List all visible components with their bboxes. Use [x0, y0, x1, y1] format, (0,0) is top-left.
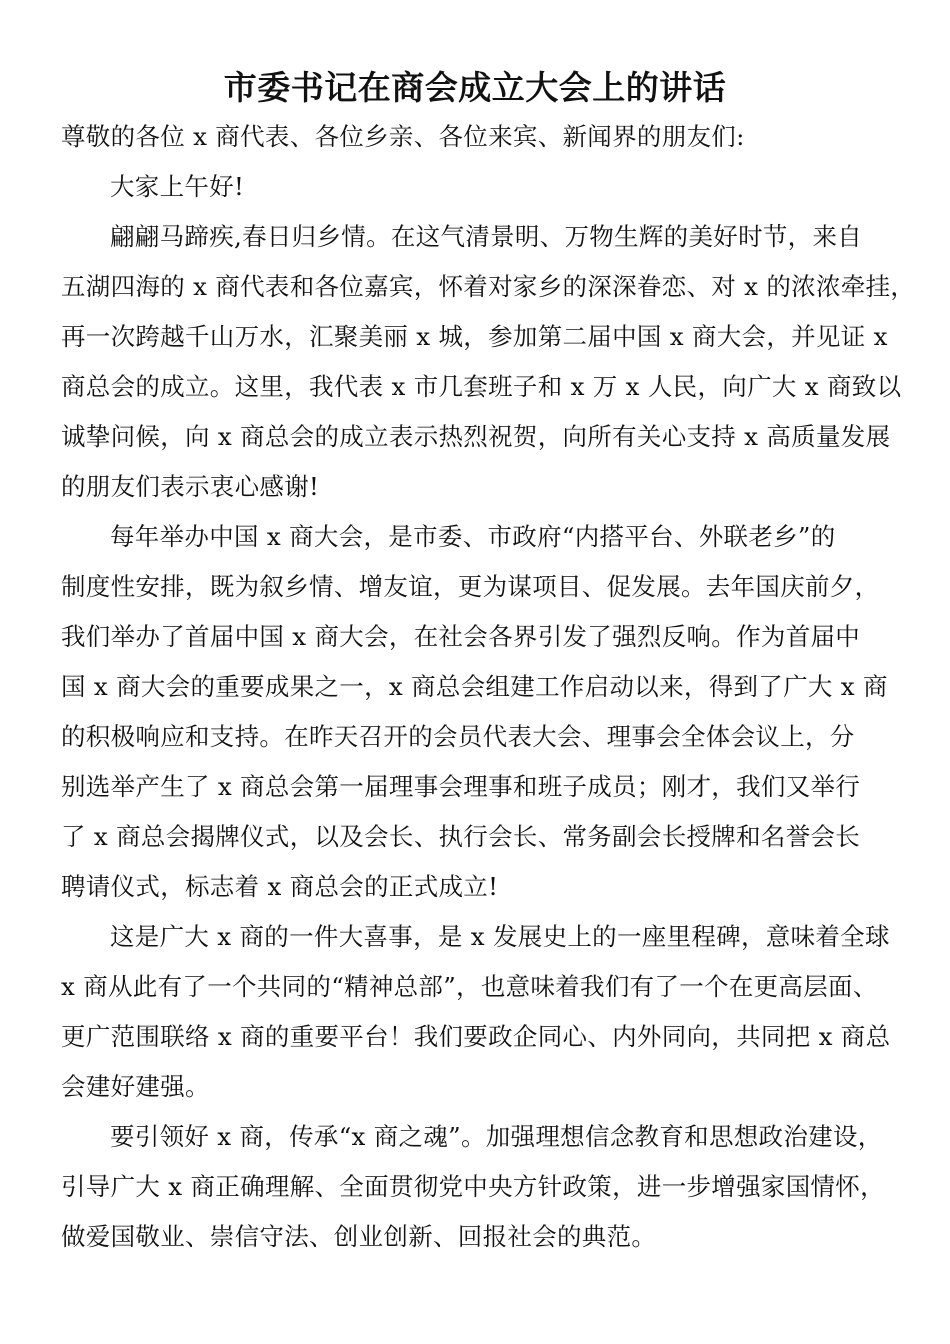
text-line: 做爱国敬业、崇信守法、创业创新、回报社会的典范。 — [61, 1222, 657, 1251]
text-line: 五湖四海的 x 商代表和各位嘉宾，怀着对家乡的深深眷恋、对 x 的浓浓牵挂， — [61, 272, 916, 301]
text-line: 制度性安排，既为叙乡情、增友谊，更为谋项目、促发展。去年国庆前夕， — [61, 572, 880, 601]
text-line: 要引领好 x 商，传承“x 商之魂”。加强理想信念教育和思想政治建设， — [110, 1122, 883, 1151]
text-line: 尊敬的各位 x 商代表、各位乡亲、各位来宾、新闻界的朋友们: — [61, 122, 745, 151]
document-title: 市委书记在商会成立大会上的讲话 — [223, 68, 727, 107]
text-line: 每年举办中国 x 商大会，是市委、市政府“内搭平台、外联老乡”的 — [110, 522, 836, 551]
text-line: 翩翩马蹄疾,春日归乡情。在这气清景明、万物生辉的美好时节，来自 — [110, 222, 863, 251]
text-line: 聘请仪式，标志着 x 商总会的正式成立! — [61, 872, 499, 901]
text-line: 这是广大 x 商的一件大喜事，是 x 发展史上的一座里程碑，意味着全球 — [110, 922, 890, 951]
document-body — [61, 112, 916, 1262]
text-line: 商总会的成立。这里，我代表 x 市几套班子和 x 万 x 人民，向广大 x 商致以 — [61, 372, 902, 401]
text-line: 国 x 商大会的重要成果之一，x 商总会组建工作启动以来，得到了广大 x 商 — [61, 672, 888, 701]
text-line: 诚挚问候，向 x 商总会的成立表示热烈祝贺，向所有关心支持 x 高质量发展 — [61, 422, 891, 451]
text-line: x 商从此有了一个共同的“精神总部”，也意味着我们有了一个在更高层面、 — [61, 972, 878, 1001]
text-line: 再一次跨越千山万水，汇聚美丽 x 城，参加第二届中国 x 商大会，并见证 x — [61, 322, 888, 351]
text-line: 了 x 商总会揭牌仪式，以及会长、执行会长、常务副会长授牌和名誉会长 — [61, 822, 861, 851]
text-line: 会建好建强。 — [61, 1072, 210, 1101]
text-line: 更广范围联络 x 商的重要平台！我们要政企同心、内外同向，共同把 x 商总 — [61, 1022, 891, 1051]
text-line: 的积极响应和支持。在昨天召开的会员代表大会、理事会全体会议上，分 — [61, 722, 855, 751]
text-line: 的朋友们表示衷心感谢! — [61, 472, 320, 501]
text-line: 引导广大 x 商正确理解、全面贯彻党中央方针政策，进一步增强家国情怀， — [61, 1172, 885, 1201]
text-line: 大家上午好! — [110, 172, 245, 201]
text-line: 我们举办了首届中国 x 商大会，在社会各界引发了强烈反响。作为首届中 — [61, 622, 861, 651]
text-line: 别选举产生了 x 商总会第一届理事会理事和班子成员；刚才，我们又举行 — [61, 772, 861, 801]
